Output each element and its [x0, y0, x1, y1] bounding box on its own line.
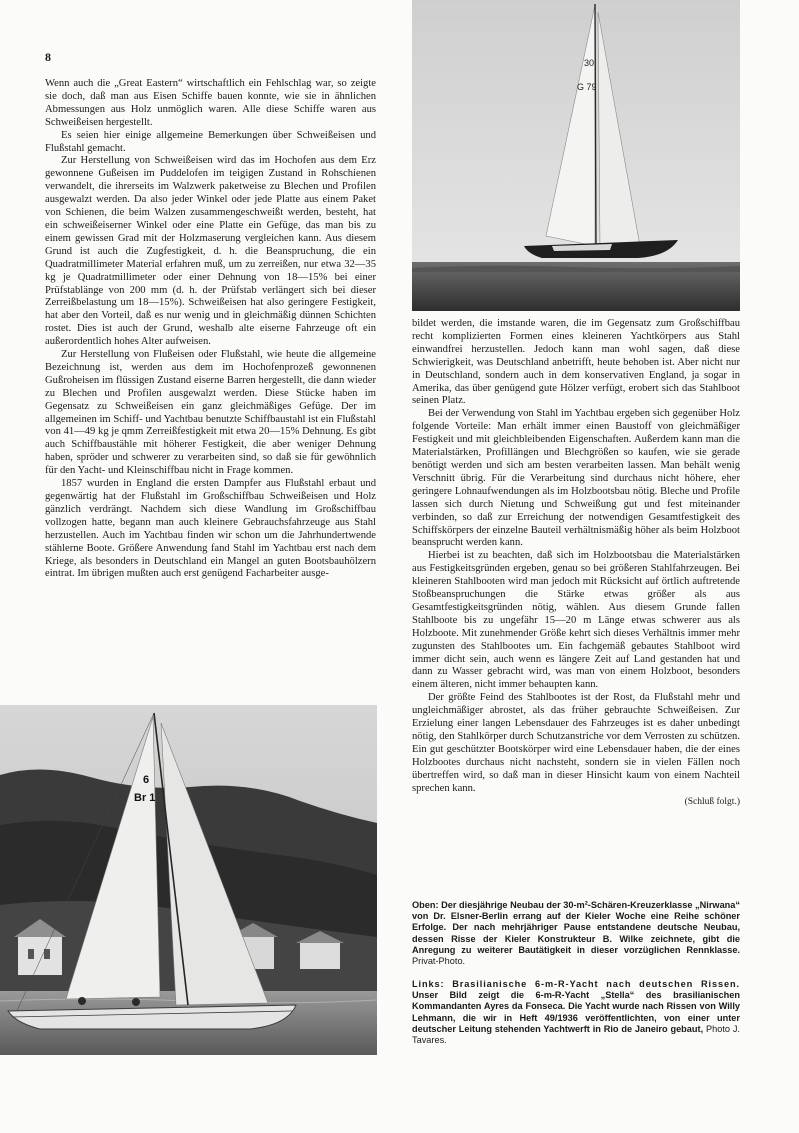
paragraph: Es seien hier einige allgemeine Bemerkungen über Schweißeisen und Flußstahl gemacht. [45, 129, 376, 154]
photo-credit: Photo J. Tavares. [412, 1023, 740, 1046]
sail-code: Br 1 [134, 792, 156, 804]
left-text-column [45, 78, 376, 581]
caption-text: Der diesjährige Neubau der 30-m²-Schären-Kreuzerklasse „Nirwana“ von Dr. Elsner-Berlin errang auf der Kieler Woche eine Reihe schöner Erfolge. Der nach mehrjähriger Pause entstandene deutsche Neubau, dessen Risse der Kieler Konstrukteur B. Wilke zeichnete, gibt die Anregung zu weiterer Bautätigkeit in dieser vorzüglichen Rennklasse. [412, 900, 740, 955]
signature-line [412, 796, 740, 809]
photo-nirwana-yacht [412, 0, 740, 311]
caption-top-photo [412, 900, 740, 967]
caption-lead: Oben: [412, 900, 439, 910]
sail-code: G 79 [577, 82, 597, 92]
caption-lead: Links: Brasilianische 6-m-R-Yacht nach deutschen Rissen. [412, 979, 740, 989]
sail-number: 6 [143, 774, 150, 786]
caption-text: Unser Bild zeigt die 6-m-R-Yacht „Stella“ des brasilianischen Kommandanten Ayres da Fonseca. Die Yacht wurde nach Rissen von Willy Lehmann, die wir in Heft 49/1936 veröffentlichten, von einer unter deutscher Leitung stehenden Yachtwerft in Rio de Janeiro gebaut, [412, 990, 740, 1034]
continued-note: (Schluß folgt.) [684, 796, 740, 807]
paragraph: bildet werden, die imstande waren, die im Gegensatz zum Großschiffbau recht komplizierten Formen eines kleineren Yachtkörpers aus Stahl einwandfrei herzustellen. Jedoch kann man wohl sagen, daß diese Schwierigkeit, was Deutschland anbetrifft, heute behoben ist. Aber nicht nur in Deutschland, sondern auch in dem konservativen England, ja sogar in Amerika, das über genügend gute Hölzer verfügt, erobert sich das Stahlboot seinen Platz. [412, 318, 740, 407]
photo-stella-yacht [0, 705, 377, 1055]
page-number: 8 [45, 50, 51, 64]
paragraph: Hierbei ist zu beachten, daß sich im Holzbootsbau die Materialstärken aus Festigkeitsgründen ergeben, genau so bei größeren Stahlfahrzeugen. Bei kleineren Stahlbooten wird man jedoch mit Rücksicht auf örtlich auftretende Stoßbeanspruchungen die Stärke etwas größer als aus Gesamtfestigkeitsgründen nötig, wählen. Aus diesem Grunde fallen Stahlboote bis zu ungefähr 15—20 m Länge etwas schwerer aus als Holzboote. Mit zunehmender Größe kehrt sich dieses Verhältnis immer mehr zugunsten des Stahlbootes um. Ein fachgemäß gebautes Stahlboot wird immer dicht sein, auch wenn es längere Zeit auf Land gestanden hat und dann zu Wasser gebracht wird, was man von einem Holzboot, besonders einem älteren, nicht immer behaupten kann. [412, 550, 740, 691]
paragraph: Zur Herstellung von Flußeisen oder Flußstahl, wie heute die allgemeine Bezeichnung ist, werden aus dem im Hochofenprozeß gewonnenen Gußroheisen im flüssigen Zustand eiserne Barren hergestellt, die dann wieder zu Blechen und Profilen ausgewalzt werden. Diese Stücke haben im Gegensatz zu Schweißeisen ein ganz gleichmäßiges Gefüge. Der im allgemeinen im Schiff- und Yachtbau benutzte Schiffbaustahl ist ein Flußstahl von 41—49 kg je qmm Zerreißfestigkeit mit etwa 20—15% Dehnung. Es gibt auch Schiffbaustähle mit höherer Festigkeit, die aber weniger Dehnung haben, spröder und schwerer zu verarbeiten sind, so daß sie für gewöhnlich für den Yacht- und Kleinschiffbau nicht in Frage kommen. [45, 349, 376, 477]
caption-bottom-photo [412, 979, 740, 1046]
photo-credit: Privat-Photo. [412, 956, 466, 967]
paragraph: Der größte Feind des Stahlbootes ist der Rost, da Flußstahl mehr und ungleichmäßiger abrostet, als das früher gebrauchte Schweißeisen. Zur Erzielung einer langen Lebensdauer des Fahrzeuges ist es daher unbedingt nötig, den Stahlkörper durch Schutzanstriche vor dem Verrosten zu schützen. Ein gut geschützter Bootskörper wird eine Lebensdauer haben, die der eines Holzbootes durchaus nicht nachsteht, sondern sie in vielen Fällen noch übertreffen wird, so daß man in dieser Hinsicht kaum von einem Nachteil sprechen kann. [412, 692, 740, 794]
paragraph: 1857 wurden in England die ersten Dampfer aus Flußstahl erbaut und gegenwärtig hat der Flußstahl im Großschiffbau Schweißeisen und Holz gänzlich verdrängt. Nachdem sich diese Wandlung im Großschiffbau vollzogen hatte, begann man auch kleinere Gebrauchsfahrzeuge aus Stahl herzustellen. Auch im Yachtbau finden wir schon um die Jahrhundertwende stählerne Boote. Größere Anwendung fand Stahl im Yachtbau erst nach dem Kriege, als besonders in Deutschland ein Mangel an guten Bootsbauhölzern eintrat. Im übrigen mußten auch erst genügend Facharbeiter ausge- [45, 478, 376, 580]
paragraph: Bei der Verwendung von Stahl im Yachtbau ergeben sich gegenüber Holz folgende Vorteile: Man erhält immer einen Baustoff von gleichmäßiger Festigkeit und mit gleichbleibenden Eigenschaften. Außerdem kann man die Materialstärken, Profillängen und Blechgrößen so kaufen, wie sie gerade benötigt werden und sich am besten verarbeiten lassen. Man behält wenig Verschnitt übrig. Für die Verarbeitung sind durchaus nicht höhere, eher geringere Lohnaufwendungen als im Holzbootsbau nötig. Bleche und Profile lassen sich durch Nietung und Schweißung gut und fest miteinander verbinden, so daß zur Erreichung der notwendigen Gesamtfestigkeit des Schiffskörpers der einzelne Bauteil verhältnismäßig höher als beim Holzboot beansprucht werden kann. [412, 408, 740, 549]
paragraph: Zur Herstellung von Schweißeisen wird das im Hochofen aus dem Erz gewonnene Gußeisen im Puddelofen im teigigen Zustand in Rohschienen verwandelt, die ihrerseits im Walzwerk paketweise zu Blechen und Profilen ausgewalzt werden. Da also jeder Winkel oder jede Platte aus einem Paket von Schienen, die beim Walzen zusammengeschweißt werden, besteht, hat ein schweißeiserner Winkel oder eine Platte ein Gefüge, das man bis zu einem gewissen Grad mit der Holzmaserung vergleichen kann. Aus diesem Grund ist auch die Zugfestigkeit, d. h. die Beanspruchung, die ein Quadratmillimeter Material erfahren muß, um zu zerreißen, nur etwa 32—35 kg je Quadratmillimeter oder einer Dehnung von 18—15% bei einer Prüfstablänge von 200 mm (d. h. der Prüfstab verlängert sich bei dieser Zerreißbelastung um 18—15%). Schweißeisen hat also geringere Festigkeit, hat aber den Vorteil, daß es nur wenig und in gleichmäßig dünnen Schichten rostet. Dies ist auch der Grund, weshalb alte eiserne Fahrzeuge oft ein außerordentlich hohes Alter aufweisen. [45, 155, 376, 348]
right-text-column [412, 318, 740, 808]
sail-number: 30 [584, 58, 595, 68]
paragraph: Wenn auch die „Great Eastern“ wirtschaftlich ein Fehlschlag war, so zeigte sie doch, daß man aus Eisen Schiffe bauen konnte, wie sie in ähnlichen Abmessungen aus Holz unmöglich waren. Alle diese Schiffe waren aus Schweißeisen hergestellt. [45, 78, 376, 128]
